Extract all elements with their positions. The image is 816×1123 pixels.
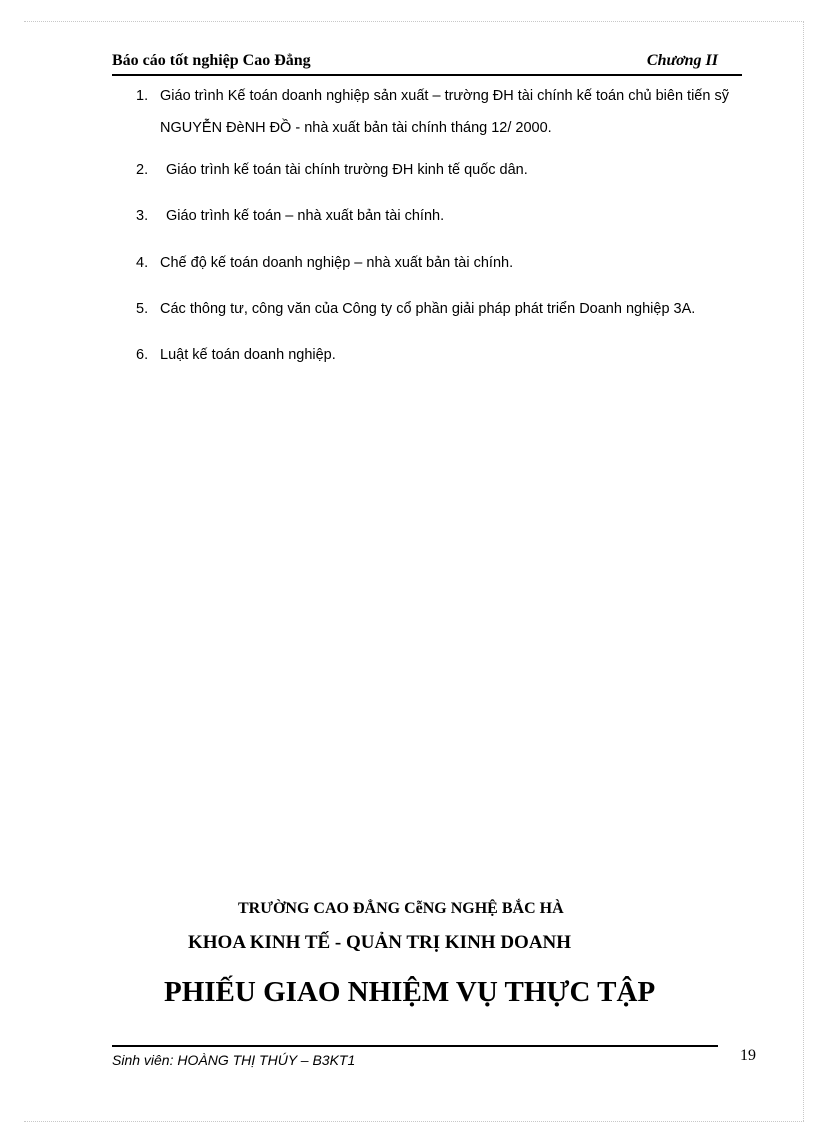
reference-number: 6. [136, 347, 149, 363]
page-header [112, 52, 742, 76]
document-title: PHIẾU GIAO NHIỆM VỤ THỰC TẬP [164, 976, 656, 1008]
header-report-title: Báo cáo tốt nghiệp Cao Đẳng [112, 52, 311, 69]
page-number: 19 [740, 1047, 756, 1064]
faculty-name: KHOA KINH TẾ - QUẢN TRỊ KINH DOANH [188, 932, 572, 953]
school-name: TRƯỜNG CAO ĐẲNG CễNG NGHỆ BẮC HÀ [238, 900, 564, 917]
reference-text: Các thông tư, công văn của Công ty cổ phần giải pháp phát triển Doanh nghiệp 3A. [160, 301, 696, 317]
reference-number: 3. [136, 208, 149, 224]
page-border-top [24, 21, 804, 22]
reference-text: Giáo trình kế toán tài chính trường ĐH kinh tế quốc dân. [166, 162, 528, 178]
reference-text: Giáo trình Kế toán doanh nghiệp sản xuất – trường ĐH tài chính kế toán chủ biên tiến sỹ NGUYỄN ĐèNH ĐỒ - nhà xuất bản tài chính tháng 12/ 2000. [160, 88, 729, 136]
reference-text: Giáo trình kế toán – nhà xuất bản tài chính. [166, 208, 445, 224]
page-border-right [803, 21, 804, 1121]
reference-number: 4. [136, 255, 149, 271]
reference-number: 2. [136, 162, 149, 178]
reference-text: Luật kế toán doanh nghiệp. [160, 347, 336, 363]
footer-student-name: Sinh viên: HOÀNG THỊ THÚY – B3KT1 [112, 1052, 356, 1068]
footer-divider [112, 1045, 718, 1047]
reference-number: 1. [136, 88, 149, 104]
reference-number: 5. [136, 301, 149, 317]
reference-text: Chế độ kế toán doanh nghiệp – nhà xuất bản tài chính. [160, 255, 514, 271]
header-chapter: Chương II [646, 52, 718, 69]
page-border-bottom [24, 1121, 804, 1122]
